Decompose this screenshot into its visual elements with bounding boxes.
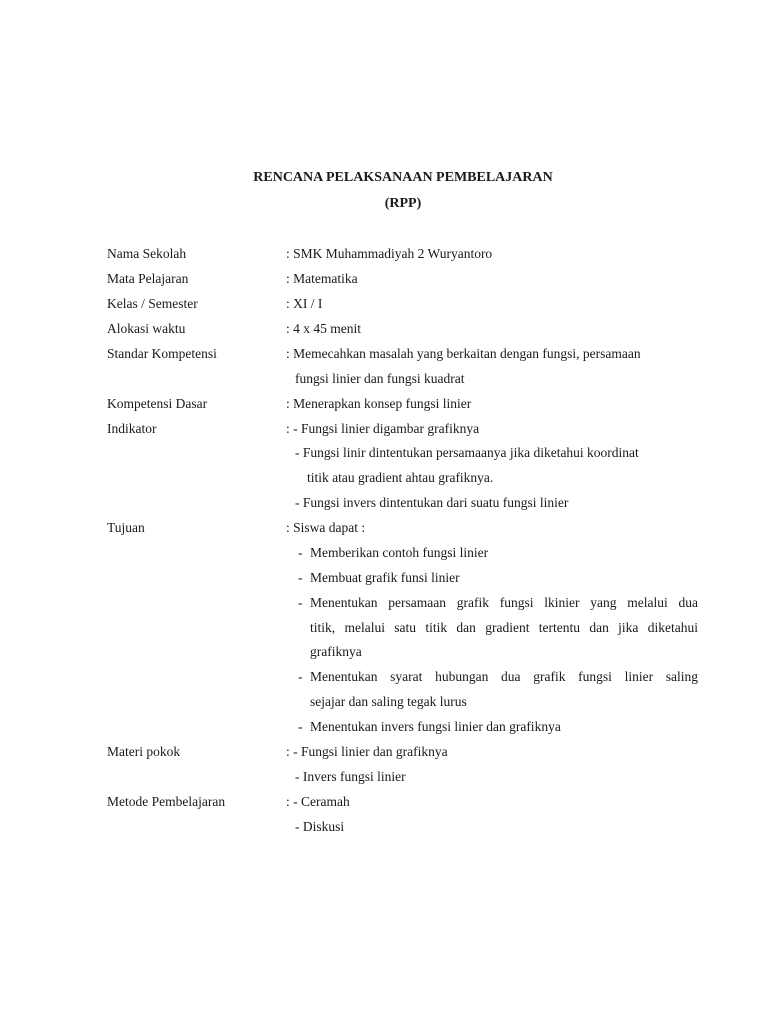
kompetensi-dasar-value: : Menerapkan konsep fungsi linier <box>286 396 472 411</box>
standar-kompetensi-value-cont: fungsi linier dan fungsi kuadrat <box>295 371 465 386</box>
tujuan-item <box>298 718 561 736</box>
metode-pembelajaran-label: Metode Pembelajaran <box>107 794 226 809</box>
tujuan-item-dash <box>298 668 310 686</box>
nama-sekolah-value: : SMK Muhammadiyah 2 Wuryantoro <box>286 246 493 261</box>
tujuan-item-text: Menentukan syarat hubungan dua grafik fungsi linier saling <box>310 669 698 684</box>
document-title: RENCANA PELAKSANAAN PEMBELAJARAN <box>253 170 553 185</box>
bullet-dash: - <box>298 719 303 734</box>
indikator-item: - Fungsi invers dintentukan dari suatu fungsi linier <box>295 495 569 510</box>
bullet-dash: - <box>298 669 303 684</box>
bullet-dash: - <box>298 595 303 610</box>
tujuan-item-cont: sejajar dan saling tegak lurus <box>310 694 467 709</box>
tujuan-item <box>298 569 460 587</box>
tujuan-item-text: Membuat grafik funsi linier <box>310 570 460 585</box>
indikator-item: : - Fungsi linier digambar grafiknya <box>286 421 480 436</box>
tujuan-item-dash <box>298 594 310 612</box>
tujuan-item-text: Menentukan invers fungsi linier dan grafiknya <box>310 719 561 734</box>
kelas-semester-label: Kelas / Semester <box>107 296 198 311</box>
tujuan-item-text: Menentukan persamaan grafik fungsi lkinier yang melalui dua <box>310 595 698 610</box>
mata-pelajaran-value: : Matematika <box>286 271 358 286</box>
kompetensi-dasar-label: Kompetensi Dasar <box>107 396 208 411</box>
metode-pembelajaran-item: - Diskusi <box>295 819 345 834</box>
nama-sekolah-label: Nama Sekolah <box>107 246 187 261</box>
indikator-label: Indikator <box>107 421 157 436</box>
alokasi-waktu-value: : 4 x 45 menit <box>286 321 361 336</box>
alokasi-waktu-label: Alokasi waktu <box>107 321 186 336</box>
tujuan-label: Tujuan <box>107 520 145 535</box>
kelas-semester-value: : XI / I <box>286 296 323 311</box>
tujuan-item-cont: titik, melalui satu titik dan gradient tertentu dan jika diketahui <box>310 620 698 635</box>
mata-pelajaran-label: Mata Pelajaran <box>107 271 189 286</box>
tujuan-intro: : Siswa dapat : <box>286 520 366 535</box>
tujuan-item-text: Memberikan contoh fungsi linier <box>310 545 489 560</box>
metode-pembelajaran-item: : - Ceramah <box>286 794 350 809</box>
materi-pokok-label: Materi pokok <box>107 744 181 759</box>
bullet-dash: - <box>298 545 303 560</box>
document-subtitle: (RPP) <box>384 196 422 211</box>
indikator-item: - Fungsi linir dintentukan persamaanya jika diketahui koordinat <box>295 445 639 460</box>
tujuan-item <box>298 544 488 562</box>
tujuan-item-cont: grafiknya <box>310 644 362 659</box>
standar-kompetensi-label: Standar Kompetensi <box>107 346 217 361</box>
indikator-item-cont: titik atau gradient ahtau grafiknya. <box>307 470 494 485</box>
materi-pokok-item: - Invers fungsi linier <box>295 769 406 784</box>
bullet-dash: - <box>298 570 303 585</box>
materi-pokok-item: : - Fungsi linier dan grafiknya <box>286 744 448 759</box>
standar-kompetensi-value: : Memecahkan masalah yang berkaitan dengan fungsi, persamaan <box>286 346 641 361</box>
